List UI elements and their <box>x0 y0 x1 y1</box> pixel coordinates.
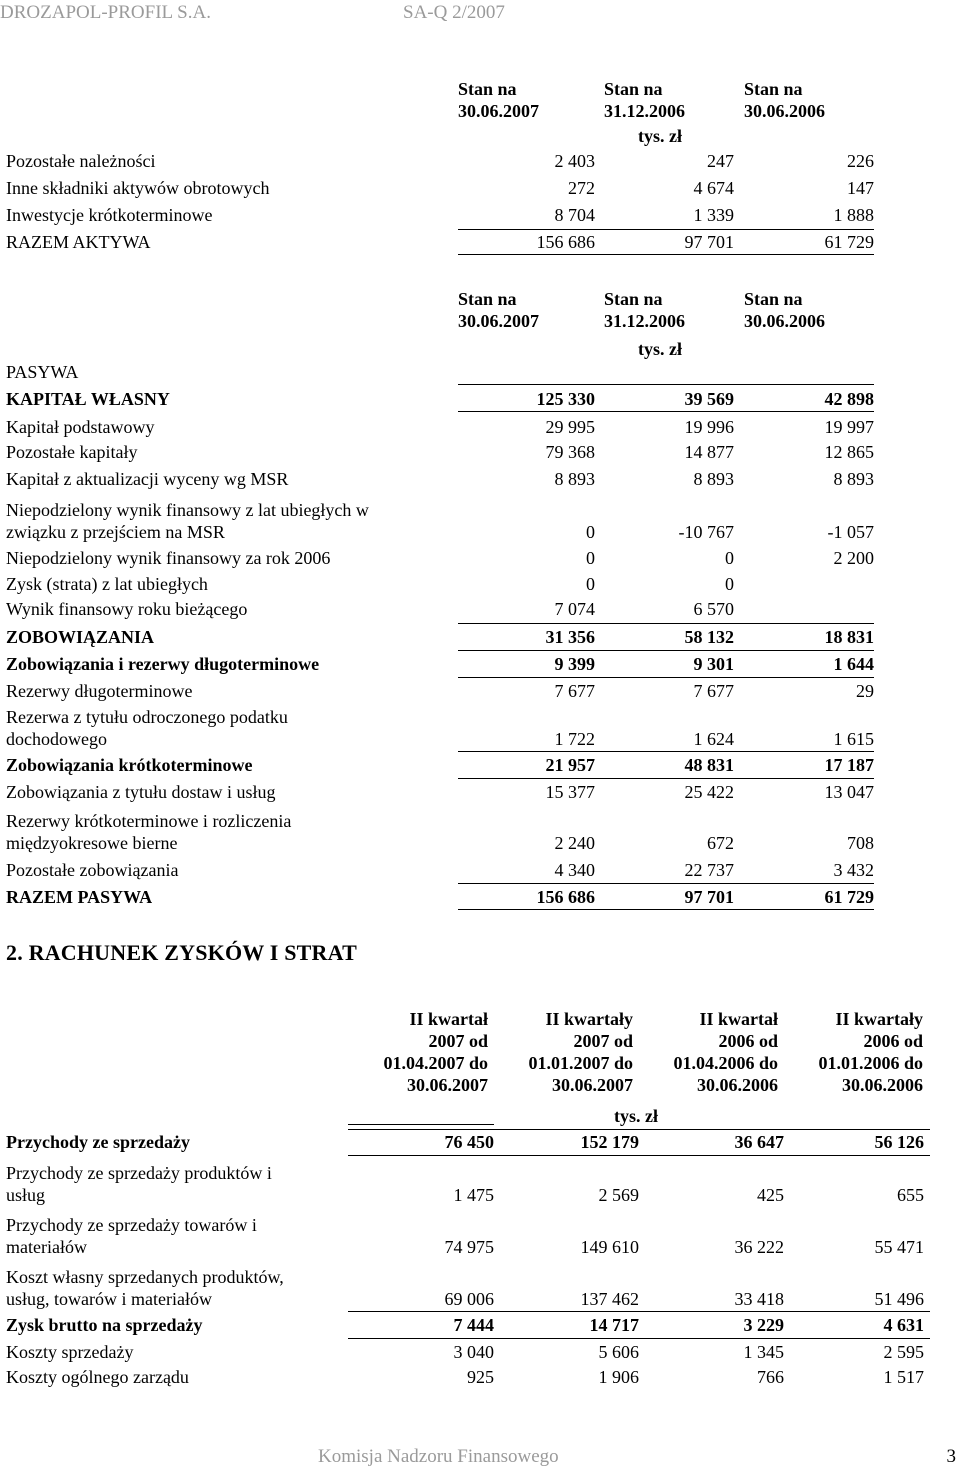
cell-value: -1 057 <box>827 522 874 542</box>
table-row <box>6 1364 924 1391</box>
cell-value: 42 898 <box>824 389 874 409</box>
row-label: KAPITAŁ WŁASNY <box>6 389 170 409</box>
cell-value: 1 345 <box>743 1342 784 1362</box>
cell-value: 147 <box>847 178 874 198</box>
row-label-cont: międzyokresowe bierne <box>6 833 178 853</box>
cell-value: 1 644 <box>833 654 874 674</box>
liab-unit: tys. zł <box>638 339 682 359</box>
cell-value: 8 704 <box>554 205 595 225</box>
cell-value: 36 647 <box>734 1132 784 1152</box>
table-row <box>6 1312 924 1339</box>
table-row <box>6 439 874 466</box>
row-label: Pozostałe należności <box>6 151 156 171</box>
cell-value: 1 906 <box>598 1367 639 1387</box>
page-number: 3 <box>946 1446 956 1467</box>
cell-value: 655 <box>897 1185 924 1205</box>
cell-value: 61 729 <box>824 232 874 252</box>
table-row <box>6 175 874 202</box>
row-label: RAZEM PASYWA <box>6 887 153 907</box>
cell-value: 708 <box>847 833 874 853</box>
cell-value: 14 717 <box>589 1315 639 1335</box>
row-label-cont: materiałów <box>6 1237 87 1257</box>
cell-value: 3 432 <box>833 860 874 880</box>
row-label: Koszt własny sprzedanych produktów, <box>6 1267 284 1287</box>
divider <box>348 1155 930 1156</box>
footer-text: Komisja Nadzoru Finansowego <box>318 1446 559 1467</box>
cell-value: 29 995 <box>545 417 595 437</box>
cell-value: 137 462 <box>580 1289 639 1309</box>
table-row <box>6 624 874 651</box>
cell-value: 247 <box>707 151 734 171</box>
company-name: DROZAPOL-PROFIL S.A. <box>0 2 211 23</box>
cell-value: 69 006 <box>444 1289 494 1309</box>
row-label: Inwestycje krótkoterminowe <box>6 205 213 225</box>
cell-value: 7 677 <box>554 681 595 701</box>
row-label: Przychody ze sprzedaży towarów i <box>6 1215 257 1235</box>
row-label: Kapitał z aktualizacji wyceny wg MSR <box>6 469 289 489</box>
cell-value: 14 877 <box>684 442 734 462</box>
page-header <box>0 0 960 32</box>
row-label: Zysk brutto na sprzedaży <box>6 1315 203 1335</box>
liab-col-header-2: Stan na 31.12.2006 <box>604 289 685 331</box>
assets-col-header-2: Stan na 31.12.2006 <box>604 79 685 121</box>
cell-value: 156 686 <box>536 232 595 252</box>
row-label: Pozostałe zobowiązania <box>6 860 179 880</box>
divider <box>458 254 874 255</box>
table-row <box>6 701 874 753</box>
divider <box>458 411 874 412</box>
table-row-total <box>6 884 874 911</box>
table-row <box>6 651 874 678</box>
table-row <box>6 1209 924 1261</box>
table-row <box>6 1157 924 1209</box>
cell-value: 2 403 <box>554 151 595 171</box>
divider <box>458 909 874 910</box>
row-label: Przychody ze sprzedaży produktów i <box>6 1163 272 1183</box>
cell-value: 19 996 <box>684 417 734 437</box>
cell-value: 226 <box>847 151 874 171</box>
cell-value: 39 569 <box>684 389 734 409</box>
row-label: RAZEM AKTYWA <box>6 232 151 252</box>
cell-value: 4 631 <box>883 1315 924 1335</box>
cell-value: 1 722 <box>554 729 595 749</box>
assets-unit: tys. zł <box>638 126 682 146</box>
row-label-cont: dochodowego <box>6 729 107 749</box>
row-label: Niepodzielony wynik finansowy z lat ubiegłych w <box>6 500 369 520</box>
cell-value: 7 074 <box>554 599 595 619</box>
cell-value: 152 179 <box>580 1132 639 1152</box>
cell-value: 0 <box>725 574 734 594</box>
cell-value: 79 368 <box>545 442 595 462</box>
cell-value: 17 187 <box>824 755 874 775</box>
cell-value: 425 <box>757 1185 784 1205</box>
cell-value: 36 222 <box>734 1237 784 1257</box>
pasywa-heading: PASYWA <box>6 362 79 382</box>
cell-value: 48 831 <box>684 755 734 775</box>
cell-value: 2 595 <box>883 1342 924 1362</box>
cell-value: 0 <box>586 548 595 568</box>
table-row <box>6 1129 924 1156</box>
assets-col-header-1: Stan na 30.06.2007 <box>458 79 539 121</box>
divider <box>348 1124 494 1125</box>
row-label: Zysk (strata) z lat ubiegłych <box>6 574 208 594</box>
cell-value: 19 997 <box>824 417 874 437</box>
cell-value: 156 686 <box>536 887 595 907</box>
table-row <box>6 571 874 598</box>
cell-value: 56 126 <box>874 1132 924 1152</box>
cell-value: 0 <box>586 574 595 594</box>
income-col-header-3: II kwartał 2006 od 01.04.2006 do 30.06.2006 <box>673 1009 778 1095</box>
row-label: Inne składniki aktywów obrotowych <box>6 178 270 198</box>
cell-value: -10 767 <box>678 522 734 542</box>
liab-col-header-1: Stan na 30.06.2007 <box>458 289 539 331</box>
cell-value: 672 <box>707 833 734 853</box>
table-row <box>6 805 874 857</box>
cell-value: 58 132 <box>684 627 734 647</box>
cell-value: 33 418 <box>734 1289 784 1309</box>
row-label-cont: usług <box>6 1185 46 1205</box>
cell-value: 149 610 <box>580 1237 639 1257</box>
cell-value: 29 <box>856 681 874 701</box>
cell-value: 1 339 <box>693 205 734 225</box>
row-label: Pozostałe kapitały <box>6 442 138 462</box>
row-label: Niepodzielony wynik finansowy za rok 2006 <box>6 548 331 568</box>
cell-value: 51 496 <box>874 1289 924 1309</box>
row-label-cont: związku z przejściem na MSR <box>6 522 225 542</box>
income-unit: tys. zł <box>614 1106 658 1126</box>
cell-value: 22 737 <box>684 860 734 880</box>
table-row <box>6 466 874 493</box>
cell-value: 21 957 <box>545 755 595 775</box>
cell-value: 13 047 <box>824 782 874 802</box>
table-row <box>6 752 874 779</box>
cell-value: 7 444 <box>453 1315 494 1335</box>
cell-value: 74 975 <box>444 1237 494 1257</box>
table-row <box>6 857 874 884</box>
cell-value: 0 <box>725 548 734 568</box>
cell-value: 1 624 <box>693 729 734 749</box>
table-row-total <box>6 229 874 256</box>
cell-value: 1 615 <box>833 729 874 749</box>
cell-value: 2 569 <box>598 1185 639 1205</box>
cell-value: 1 475 <box>453 1185 494 1205</box>
table-row <box>6 779 874 806</box>
cell-value: 15 377 <box>545 782 595 802</box>
table-row <box>6 1261 924 1313</box>
liab-col-header-3: Stan na 30.06.2006 <box>744 289 825 331</box>
row-label: Zobowiązania krótkoterminowe <box>6 755 253 775</box>
table-row <box>6 202 874 229</box>
cell-value: 2 240 <box>554 833 595 853</box>
cell-value: 76 450 <box>444 1132 494 1152</box>
cell-value: 1 517 <box>883 1367 924 1387</box>
table-row <box>6 545 874 572</box>
table-row <box>6 148 874 175</box>
cell-value: 31 356 <box>545 627 595 647</box>
row-label: Zobowiązania i rezerwy długoterminowe <box>6 654 320 674</box>
table-row <box>6 386 874 413</box>
assets-col-header-3: Stan na 30.06.2006 <box>744 79 825 121</box>
cell-value: 6 570 <box>693 599 734 619</box>
cell-value: 3 229 <box>743 1315 784 1335</box>
table-row <box>6 494 874 546</box>
section-title: 2. RACHUNEK ZYSKÓW I STRAT <box>6 940 357 965</box>
row-label: Rezerwa z tytułu odroczonego podatku <box>6 707 288 727</box>
row-label: Zobowiązania z tytułu dostaw i usług <box>6 782 276 802</box>
cell-value: 5 606 <box>598 1342 639 1362</box>
cell-value: 55 471 <box>874 1237 924 1257</box>
cell-value: 766 <box>757 1367 784 1387</box>
cell-value: 125 330 <box>536 389 595 409</box>
cell-value: 97 701 <box>684 232 734 252</box>
cell-value: 25 422 <box>684 782 734 802</box>
row-label-cont: usług, towarów i materiałów <box>6 1289 212 1309</box>
table-row <box>6 414 874 441</box>
cell-value: 3 040 <box>453 1342 494 1362</box>
report-id: SA-Q 2/2007 <box>403 2 505 23</box>
cell-value: 4 674 <box>693 178 734 198</box>
row-label: Koszty ogólnego zarządu <box>6 1367 189 1387</box>
row-label: Przychody ze sprzedaży <box>6 1132 190 1152</box>
income-col-header-1: II kwartał 2007 od 01.04.2007 do 30.06.2007 <box>383 1009 488 1095</box>
row-label: Rezerwy długoterminowe <box>6 681 193 701</box>
cell-value: 18 831 <box>824 627 874 647</box>
cell-value: 272 <box>568 178 595 198</box>
cell-value: 9 399 <box>554 654 595 674</box>
cell-value: 925 <box>467 1367 494 1387</box>
cell-value: 4 340 <box>554 860 595 880</box>
cell-value: 7 677 <box>693 681 734 701</box>
cell-value: 2 200 <box>833 548 874 568</box>
cell-value: 8 893 <box>554 469 595 489</box>
table-row <box>6 1339 924 1366</box>
row-label: ZOBOWIĄZANIA <box>6 627 155 647</box>
row-label: Kapitał podstawowy <box>6 417 155 437</box>
cell-value: 8 893 <box>833 469 874 489</box>
section-heading <box>6 359 874 386</box>
divider <box>458 384 874 385</box>
row-label: Koszty sprzedaży <box>6 1342 134 1362</box>
table-row <box>6 596 874 623</box>
row-label: Rezerwy krótkoterminowe i rozliczenia <box>6 811 292 831</box>
cell-value: 97 701 <box>684 887 734 907</box>
cell-value: 1 888 <box>833 205 874 225</box>
cell-value: 12 865 <box>824 442 874 462</box>
cell-value: 8 893 <box>693 469 734 489</box>
cell-value: 9 301 <box>693 654 734 674</box>
income-col-header-2: II kwartały 2007 od 01.01.2007 do 30.06.2007 <box>528 1009 633 1095</box>
cell-value: 61 729 <box>824 887 874 907</box>
row-label: Wynik finansowy roku bieżącego <box>6 599 248 619</box>
cell-value: 0 <box>586 522 595 542</box>
income-col-header-4: II kwartały 2006 od 01.01.2006 do 30.06.2006 <box>818 1009 923 1095</box>
